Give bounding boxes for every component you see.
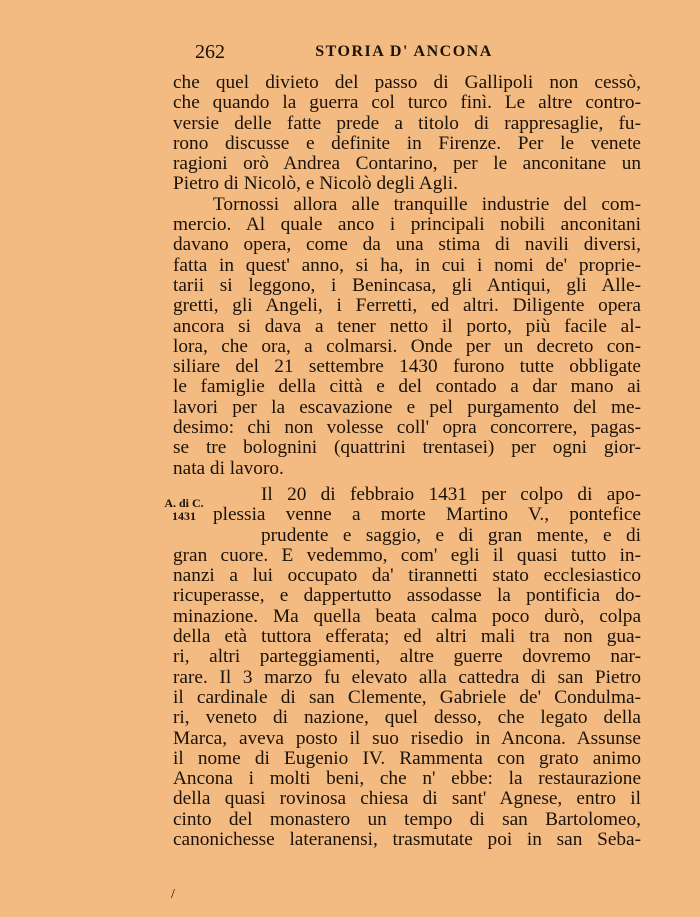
text-line: Pietro di Nicolò, e Nicolò degli Agli. — [173, 173, 458, 195]
text-line: tarii si leggono, i Benincasa, gli Antiqui, gli Alle- — [173, 274, 641, 296]
text-line: lavori per la escavazione e pel purgamento del me- — [173, 396, 641, 418]
text-line: nanzi a lui occupato da' tirannetti stato ecclesiastico — [173, 565, 641, 587]
text-line: siliare del 21 settembre 1430 furono tutte obbligate — [173, 356, 641, 378]
text-line: desimo: chi non volesse coll' opra concorrere, pagas- — [173, 417, 641, 439]
text-line: versie delle fatte prede a titolo di rappresaglie, fu- — [173, 112, 641, 134]
page-header — [173, 41, 635, 67]
text-line: che quel divieto del passo di Gallipoli non cessò, — [173, 72, 641, 93]
text-line: Il 20 di febbraio 1431 per colpo di apo- — [261, 483, 641, 505]
text-line: se tre bolognini (quattrini trentasei) per ogni gior- — [173, 437, 641, 459]
text-line: ri, altri parteggiamenti, altre guerre dovremo nar- — [173, 646, 641, 668]
body-text — [173, 73, 641, 850]
text-line: plessia venne a morte Martino V., pontefice — [213, 504, 641, 526]
margin-note-year: 1431 — [172, 509, 196, 523]
ink-speck: / — [171, 887, 175, 902]
paragraph-2 — [173, 195, 641, 479]
text-line: ri, veneto di nazione, quel desso, che legato della — [173, 707, 641, 729]
text-line: nata di lavoro. — [173, 457, 284, 479]
margin-note-line: A. di C. — [164, 496, 204, 510]
text-line: rare. Il 3 marzo fu elevato alla cattedra di san Pietro — [173, 666, 641, 688]
text-line: gretti, gli Angeli, i Ferretti, ed altri. Diligente opera — [173, 295, 641, 317]
text-line: della età tuttora efferata; ed altri mali tra non gua- — [173, 626, 641, 648]
text-line: davano opera, come da una stima di navili diversi, — [173, 234, 641, 256]
running-title: STORIA D' ANCONA — [315, 43, 493, 60]
text-line: minazione. Ma quella beata calma poco durò, colpa — [173, 605, 641, 627]
text-line: Ancona i molti beni, che n' ebbe: la restaurazione — [173, 768, 641, 790]
text-line: lora, che ora, a colmarsi. Onde per un decreto con- — [173, 335, 641, 357]
text-line: Marca, aveva posto il suo risedio in Ancona. Assunse — [173, 727, 641, 749]
text-line: che quando la guerra col turco finì. Le altre contro- — [173, 92, 641, 114]
text-line: cinto del monastero un tempo di san Bartolomeo, — [173, 808, 641, 830]
text-line: canonichesse lateranensi, trasmutate poi in san Seba- — [173, 828, 641, 850]
text-line: ricuperasse, e dappertutto assodasse la pontificia do- — [173, 585, 641, 607]
text-line: gran cuore. E vedemmo, com' egli il quasi tutto in- — [173, 544, 641, 566]
text-line: ragioni orò Andrea Contarino, per le anconitane un — [173, 153, 641, 175]
page-number: 262 — [195, 41, 225, 63]
text-line: della quasi rovinosa chiesa di sant' Agnese, entro il — [173, 788, 641, 810]
text-line: ancora si dava a tener netto il porto, più facile al- — [173, 315, 641, 337]
text-line: fatta in quest' anno, si ha, in cui i nomi de' proprie- — [173, 254, 641, 276]
text-line: il cardinale di san Clemente, Gabriele de' Condulma- — [173, 686, 641, 708]
text-line: rono discusse e definite in Firenze. Per le venete — [173, 132, 641, 154]
paragraph-3 — [173, 485, 641, 850]
text-line: mercio. Al quale anco i principali nobili anconitani — [173, 214, 641, 236]
paragraph-1 — [173, 73, 641, 195]
text-line: prudente e saggio, e di gran mente, e di — [261, 524, 641, 546]
text-line: il nome di Eugenio IV. Rammenta con grato animo — [173, 747, 641, 769]
text-line: le famiglie della città e del contado a dar mano ai — [173, 376, 641, 398]
text-line: Tornossi allora alle tranquille industrie del com- — [213, 193, 641, 215]
